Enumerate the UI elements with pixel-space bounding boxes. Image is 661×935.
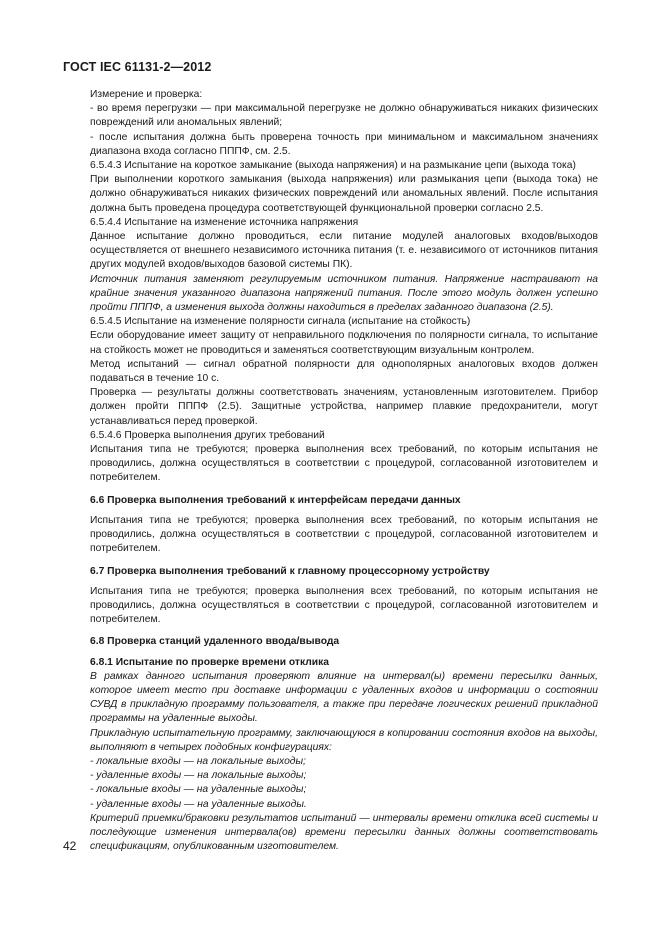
paragraph: Испытания типа не требуются; проверка выполнения всех требований, по которым испытания не проводились, должна осуществляться в соответствии с процедурой, согласованной изготовителем и потребителем. bbox=[90, 514, 598, 555]
paragraph: В рамках данного испытания проверяют влияние на интервал(ы) времени пересылки данных, которое имеет место при доставке информации с удаленных входов и информации о состоянии СУВД в прикладную программу пользователя, а также при передаче логических решений прикладной программы на удаленные выходы. bbox=[90, 670, 598, 725]
paragraph: Измерение и проверка: bbox=[90, 89, 203, 100]
subsection-heading: 6.5.4.6 Проверка выполнения других требований bbox=[90, 429, 325, 441]
list-item: - удаленные входы — на локальные выходы; bbox=[90, 770, 307, 782]
paragraph: Испытания типа не требуются; проверка выполнения всех требований, по которым испытания не проводились, должна осуществляться в соответствии с процедурой, согласованной изготовителем и потребителем. bbox=[90, 585, 598, 626]
subsection-heading: 6.5.4.4 Испытание на изменение источника напряжения bbox=[90, 216, 359, 228]
subsection-heading: 6.5.4.5 Испытание на изменение полярности сигнала (испытание на стойкость) bbox=[90, 316, 471, 328]
section-heading: 6.7 Проверка выполнения требований к главному процессорному устройству bbox=[90, 565, 490, 577]
paragraph: Метод испытаний — сигнал обратной полярности для однополярных аналоговых входов должен подаваться в течение 10 с. bbox=[90, 358, 598, 385]
list-item: - локальные входы — на локальные выходы; bbox=[90, 755, 306, 767]
list-item: - во время перегрузки — при максимальной перегрузке не должно обнаруживаться никаких физических повреждений или аномальных явлений; bbox=[90, 103, 598, 129]
page-header: ГОСТ IEC 61131-2—2012 bbox=[63, 60, 212, 74]
subsection-heading: 6.5.4.3 Испытание на короткое замыкание (выхода напряжения) и на размыкание цепи (выхода тока) bbox=[90, 160, 576, 172]
paragraph: Испытания типа не требуются; проверка выполнения всех требований, по которым испытания не проводились, должна осуществляться в соответствии с процедурой, согласованной изготовителем и потребителем. bbox=[90, 444, 598, 484]
page-number: 42 bbox=[63, 839, 77, 853]
paragraph: Если оборудование имеет защиту от неправильного подключения по полярности сигнала, то испытание на стойкость может не проводиться и заменяться соответствующим визуальным контролем. bbox=[90, 330, 598, 356]
page-body bbox=[90, 88, 598, 854]
section-heading: 6.8 Проверка станций удаленного ввода/вывода bbox=[90, 636, 340, 648]
subsection-heading: 6.8.1 Испытание по проверке времени отклика bbox=[90, 656, 330, 668]
list-item: - после испытания должна быть проверена точность при минимальном и максимальном значениях диапазона входа согласно ПППФ, см. 2.5. bbox=[90, 131, 598, 157]
list-item: - удаленные входы — на удаленные выходы. bbox=[90, 798, 307, 810]
paragraph: При выполнении короткого замыкания (выхода напряжения) или размыкания цепи (выхода тока) не должно обнаруживаться никаких физических повреждений или аномальных явлений. После испытания должна быть проведена процедура соответствующей функциональной проверки согласно 2.5. bbox=[90, 174, 598, 214]
paragraph: Прикладную испытательную программу, заключающуюся в копировании состояния входов на выходы, выполняют в четырех подобных конфигурациях: bbox=[90, 727, 598, 753]
paragraph: Источник питания заменяют регулируемым источником питания. Напряжение настраивают на крайние значения указанного диапазона напряжений питания. После этого модуль должен успешно пройти ПППФ, а изменения выхода должны находиться в пределах заданного диапазона (2.5). bbox=[90, 273, 598, 314]
paragraph: Проверка — результаты должны соответствовать значениям, установленным изготовителем. Прибор должен пройти ПППФ (2.5). Защитные устройства, например плавкие предохранители, могут устанавливаться перед проверкой. bbox=[90, 387, 598, 427]
section-heading: 6.6 Проверка выполнения требований к интерфейсам передачи данных bbox=[90, 494, 461, 506]
paragraph: Критерий приемки/браковки результатов испытаний — интервалы времени отклика всей системы и последующие изменения интервала(ов) времени пересылки данных должны соответствовать спецификациям, опубликованным изготовителем. bbox=[90, 812, 598, 853]
paragraph: Данное испытание должно проводиться, если питание модулей аналоговых входов/выходов осуществляется от внешнего независимого источника питания (т. е. независимого от источников питания других модулей входов/выходов базовой системы ПК). bbox=[90, 231, 598, 271]
list-item: - локальные входы — на удаленные выходы; bbox=[90, 784, 307, 796]
